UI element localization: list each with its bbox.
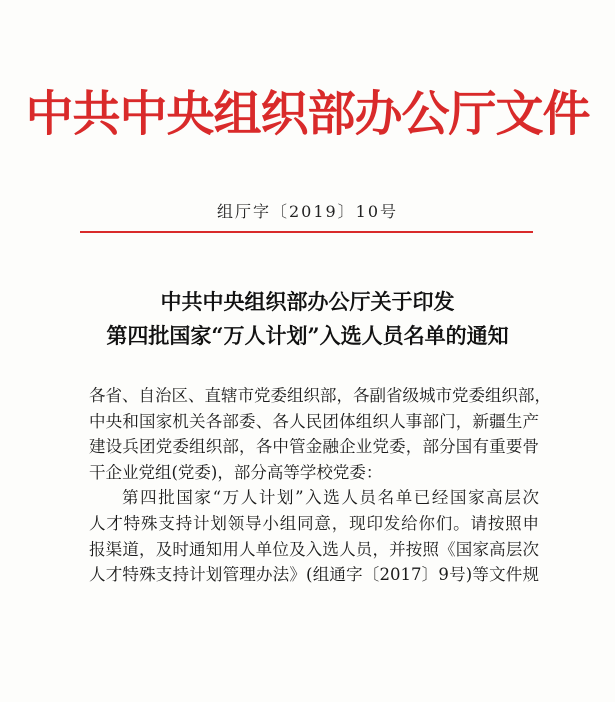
body-line-2: 人才特殊支持计划领导小组同意，现印发给你们。请按照申 [89,513,539,533]
addressee-line-2: 中央和国家机关各部委、各人民团体组织人事部门，新疆生产 [89,411,539,431]
document-body [89,383,551,588]
document-number: 组厅字〔2019〕10号 [216,202,399,221]
body-line-4: 人才特殊支持计划管理办法》(组通字〔2017〕9号)等文件规 [89,565,539,585]
addressee-line-4: 干企业党组(党委)，部分高等学校党委： [89,462,383,482]
body-line-3: 报渠道，及时通知用人单位及入选人员，并按照《国家高层次 [89,539,539,559]
addressee-line-3: 建设兵团党委组织部，各中管金融企业党委，部分国有重要骨 [89,437,539,457]
body-line-1: 第四批国家“万人计划”入选人员名单已经国家高层次 [122,488,539,508]
masthead-title: 中共中央组织部办公厅文件 [25,86,590,142]
notice-title [0,285,615,353]
addressee-line-1: 各省、自治区、直辖市党委组织部，各副省级城市党委组织部， [89,386,551,405]
notice-title-line-1: 中共中央组织部办公厅关于印发 [160,289,455,314]
notice-title-line-2: 第四批国家“万人计划”入选人员名单的通知 [106,323,509,348]
red-divider-line [80,231,533,233]
